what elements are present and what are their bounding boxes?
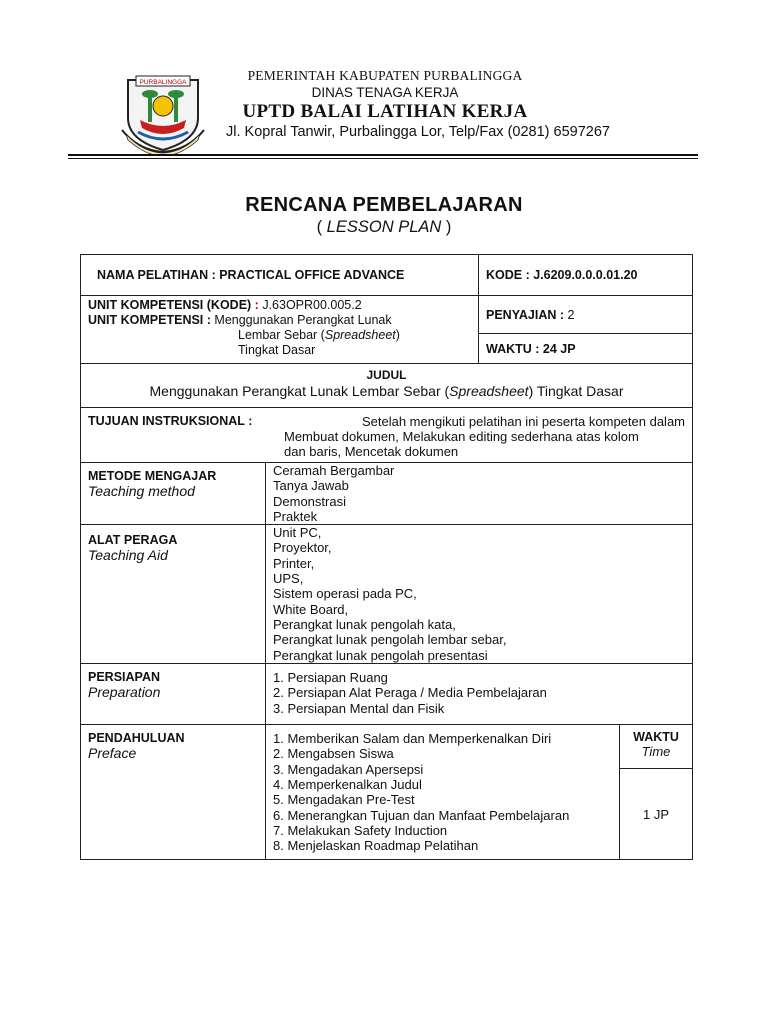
alat-label-cell: ALAT PERAGA Teaching Aid — [81, 525, 266, 664]
list-item: 4. Memperkenalkan Judul — [273, 777, 422, 793]
list-item: White Board, — [273, 601, 349, 617]
document-title: RENCANA PEMBELAJARAN — [245, 194, 523, 216]
letterhead-department: DINAS TENAGA KERJA — [311, 85, 459, 100]
list-item: Printer, — [273, 555, 315, 571]
penyajian-cell: PENYAJIAN : 2 — [479, 296, 693, 334]
list-item: 2. Mengabsen Siswa — [273, 746, 394, 762]
list-item: Sistem operasi pada PC, — [273, 586, 417, 602]
tujuan-cell: TUJUAN INSTRUKSIONAL : Setelah mengikuti pelatihan ini peserta kompeten dalam Membuat dokumen, Melakukan editing sederhana atas kolom dan baris, Mencetak dokumen — [81, 408, 693, 463]
list-item: Perangkat lunak pengolah kata, — [273, 616, 456, 632]
list-item: Demonstrasi — [273, 493, 346, 509]
row-metode — [81, 463, 693, 525]
letterhead-rule-thin — [68, 158, 698, 159]
list-item: Tanya Jawab — [273, 478, 349, 494]
list-item: Perangkat lunak pengolah presentasi — [273, 647, 488, 663]
waktu-cell: WAKTU : 24 JP — [479, 334, 693, 364]
kode-cell: KODE : J.6209.0.0.0.01.20 — [479, 255, 693, 296]
list-item: Perangkat lunak pengolah lembar sebar, — [273, 632, 507, 648]
row-persiapan — [81, 664, 693, 725]
nama-pelatihan-cell: NAMA PELATIHAN : PRACTICAL OFFICE ADVANCE — [81, 255, 479, 296]
purbalingga-emblem-logo — [118, 70, 208, 154]
list-item: UPS, — [273, 571, 304, 587]
row-judul — [81, 364, 693, 408]
unit-kompetensi-cell: UNIT KOMPETENSI (KODE) : J.63OPR00.005.2 UNIT KOMPETENSI : Menggunakan Perangkat Lunak Lembar Sebar (Spreadsheet) Tingkat Dasar — [81, 296, 479, 364]
letterhead-address: Jl. Kopral Tanwir, Purbalingga Lor, Telp/Fax (0281) 6597267 — [226, 124, 610, 140]
list-item: 3. Mengadakan Apersepsi — [273, 761, 424, 777]
waktu-value-cell: 1 JP — [620, 769, 693, 860]
row-pelatihan — [81, 255, 693, 296]
list-item: 6. Menerangkan Tujuan dan Manfaat Pembelajaran — [273, 807, 570, 823]
row-unit-kompetensi — [81, 296, 693, 334]
row-tujuan — [81, 408, 693, 463]
row-alat-peraga — [81, 525, 693, 664]
list-item: 1. Persiapan Ruang — [273, 670, 388, 686]
waktu-header-cell: WAKTU Time — [620, 725, 693, 769]
list-item: 3. Persiapan Mental dan Fisik — [273, 700, 445, 716]
list-item: 1. Memberikan Salam dan Memperkenalkan Diri — [273, 731, 552, 747]
alat-list-cell — [266, 525, 693, 664]
list-item: 8. Menjelaskan Roadmap Pelatihan — [273, 838, 479, 854]
list-item: Praktek — [273, 508, 318, 524]
list-item: Unit PC, — [273, 525, 322, 541]
letterhead-government: PEMERINTAH KABUPATEN PURBALINGGA — [247, 68, 523, 83]
lesson-plan-table — [80, 254, 693, 860]
judul-cell: JUDUL Menggunakan Perangkat Lunak Lembar Sebar (Spreadsheet) Tingkat Dasar — [81, 364, 693, 408]
document-subtitle: ( LESSON PLAN ) — [316, 218, 452, 236]
persiapan-label-cell: PERSIAPAN Preparation — [81, 664, 266, 725]
letterhead-institution: UPTD BALAI LATIHAN KERJA — [242, 101, 528, 122]
metode-label-cell: METODE MENGAJAR Teaching method — [81, 463, 266, 525]
list-item: Ceramah Bergambar — [273, 463, 395, 478]
list-item: Proyektor, — [273, 540, 332, 556]
list-item: 2. Persiapan Alat Peraga / Media Pembelajaran — [273, 685, 547, 701]
pendahuluan-list-cell — [266, 725, 620, 860]
metode-list-cell — [266, 463, 693, 525]
pendahuluan-label-cell: PENDAHULUAN Preface — [81, 725, 266, 860]
svg-text:PURBALINGGA: PURBALINGGA — [139, 79, 187, 86]
persiapan-list-cell — [266, 664, 693, 725]
letterhead-rule-thick — [68, 154, 698, 156]
list-item: 5. Mengadakan Pre-Test — [273, 792, 415, 808]
list-item: 7. Melakukan Safety Induction — [273, 822, 448, 838]
row-pendahuluan — [81, 725, 693, 769]
